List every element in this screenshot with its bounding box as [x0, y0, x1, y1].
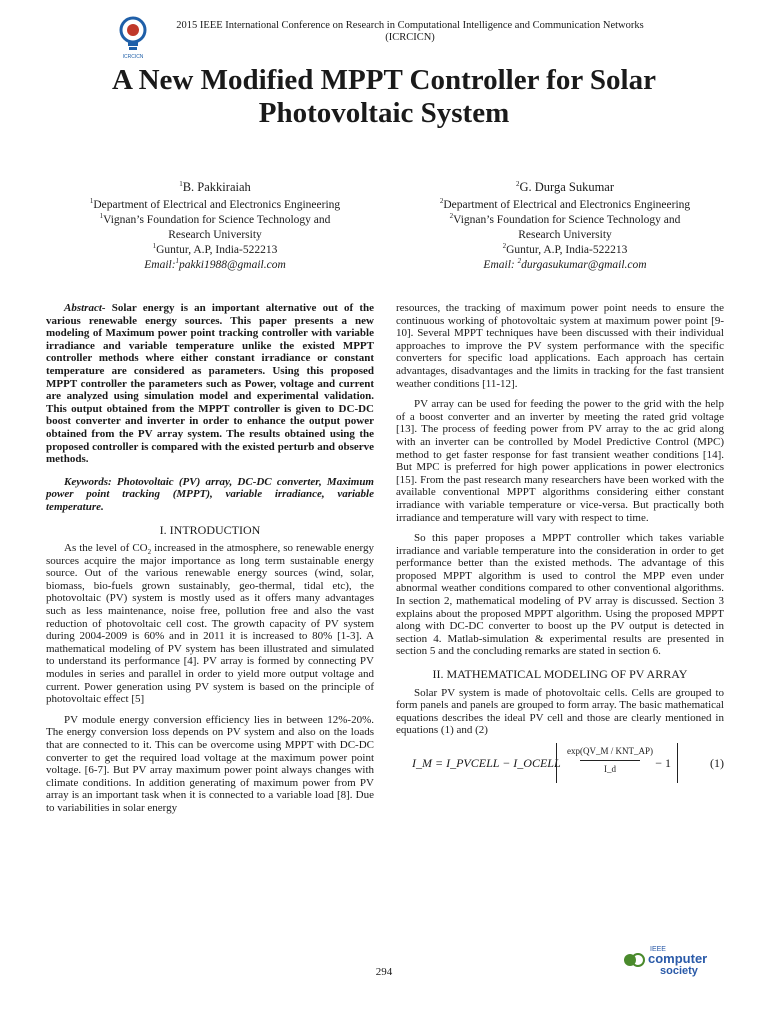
author-email: Email:$^1$pakki1988@gmail.com: [144, 257, 286, 271]
right-column: [396, 302, 724, 787]
modeling-paragraph-1: Solar PV system is made of photovoltaic cells. Cells are grouped to form panels and panels are grouped to form array. The basic mathematical equations describes the ideal PV cell and those are clearly mentioned in equations (1) and (2): [396, 686, 724, 737]
section-heading-modeling: II. MATHEMATICAL MODELING OF PV ARRAY: [432, 667, 688, 682]
intro-paragraph-1: As the level of $CO_2$ increased in the atmosphere, so renewable energy sources acquire the major importance as long term sustainable energy source. Out of the various renewable energy sources (wind, solar, biomass, bio-fuels grown sustainably, geo-thermal, tidal etc), the photovoltaic (PV) system is mostly used as it offers many advantages such as less maintenance, noise free, pollution free and also the vast reduction of photovoltaic cell cost. The growth capacity of PV system during 2004-2009 is 60% and in 2011 it is increased to 80% [1-3]. A mathematical modeling of PV system has been illustrated and simulated to understand its performance [4]. PV array is formed by connecting PV modules in series and parallel in order to yield more output voltage and current. Power generation using PV system is based on the principle of photovoltaic effect [5]: [46, 542, 374, 706]
svg-text:IEEE: IEEE: [650, 946, 666, 953]
author-city: $^2$Guntur, A.P, India-522213: [502, 242, 628, 256]
author-inst2: Research University: [518, 229, 612, 241]
keywords: Keywords: Photovoltaic (PV) array, DC-DC converter, Maximum power point tracking (MPPT), variable irradiance, variable temperature.: [46, 475, 374, 513]
author-inst2: Research University: [168, 229, 262, 241]
conference-acronym: (ICRCICN): [385, 32, 435, 43]
author-name: $^2$G. Durga Sukumar: [515, 179, 615, 194]
svg-text:ICRCICN: ICRCICN: [122, 54, 144, 60]
right-paragraph-2: PV array can be used for feeding the power to the grid with the help of a boost converter and an inverter by meeting the rated grid voltage [13]. The process of feeding power from PV array to the ac grid along with an inverter can be controlled by Model Predictive Control (MPC) method to get faster response for fast transient weather conditions [14]. But MPC is preferred for high power applications in power electronics [15]. From the past research many researchers have been worked with the available conventional MPPT algorithms considering either constant irradiance with variable temperature or vice-versa. But practically both irradiance and temperature will vary with respect to time.: [396, 398, 724, 524]
author-email: Email: $^2$durgasukumar@gmail.com: [483, 257, 647, 271]
ieee-computer-society-logo: [616, 942, 726, 978]
page-number: 294: [375, 966, 393, 978]
equation-bracket: [556, 743, 678, 783]
author-name: $^1$B. Pakkiraiah: [179, 179, 251, 194]
author-block-2: [400, 180, 730, 273]
conference-header: [160, 20, 660, 44]
right-paragraph-3: So this paper proposes a MPPT controller which takes variable irradiance and variable temperature into the consideration in order to get performance better than the existed methods. The advantage of this proposed MPPT algorithm is used to control the MPP even under abnormal weather conditions compared to other conventional algorithms. In section 2, mathematical modeling of PV array is discussed. Section 3 explains about the proposed MPPT algorithm. Using the proposed MPPT along with DC-DC converter to boost up the PV output is detected in section 4. Matlab-simulation & experimental results are presented in section 5 and the concluding remarks are stated in section 6.: [396, 532, 724, 658]
conference-logo: [116, 14, 150, 60]
right-paragraph-1: resources, the tracking of maximum power point needs to ensure the continuous working of photovoltaic system at maximum power point [9-10]. Several MPPT techniques have been discussed with their individual approaches to improve the PV system performance with the specific converters for specific load applications. Each approach has certain advantages, disadvantages and the limits in tracking for the fast transient weather conditions [11-12].: [396, 302, 724, 390]
abstract: Abstract- Solar energy is an important alternative out of the various renewable energy sources. This paper presents a new modeling of Maximum power point tracking controller with variable irradiance and variable temperature unlike the existed MPPT controller methods where either constant irradiance or constant temperature are considered as parameters. Using this proposed MPPT controller the parameters such as Power, voltage and current are analyzed using simulation model and experimental validation. This output obtained from the MPPT controller is given to DC-DC boost converter and inverter in order to enhance the output power obtained from the PV array system. The results obtained using the proposed controller is compared with the existed perturb and observe methods.: [46, 302, 374, 466]
author-dept: $^1$Department of Electrical and Electronics Engineering: [89, 197, 341, 211]
section-heading-introduction: I. INTRODUCTION: [159, 522, 261, 537]
author-dept: $^2$Department of Electrical and Electronics Engineering: [439, 197, 691, 211]
svg-text:society: society: [660, 965, 698, 977]
author-city: $^1$Guntur, A.P, India-522213: [152, 242, 278, 256]
author-inst: $^2$Vignan’s Foundation for Science Technology and: [449, 212, 681, 226]
equation-fraction: exp(QV_M / KNT_AP) I_d: [567, 746, 653, 774]
svg-text:computer: computer: [648, 951, 708, 966]
author-block-1: [50, 180, 380, 273]
left-column: [46, 302, 374, 815]
equation-number: (1): [710, 756, 724, 770]
equation-lhs: I_M = I_PVCELL − I_OCELL: [412, 756, 561, 770]
equation-tail: − 1: [655, 756, 671, 770]
intro-paragraph-2: PV module energy conversion efficiency lies in between 12%-20%. The energy conversion loss depends on PV system and also on the loads that are connected to it. This can be overcome using MPPT with DC-DC converter to get the required load voltage at the maximum power point voltage. [6-7]. But PV array maximum power point always changes with climate conditions. In addition generating of maximum power from PV array is an important task when it is connected to a variable load [8]. Due to variabilities in solar energy: [46, 713, 374, 814]
paper-title: A New Modified MPPT Controller for Solar Photovoltaic System: [112, 64, 656, 129]
conference-name: 2015 IEEE International Conference on Research in Computational Intelligence and Communication Networks: [176, 20, 644, 31]
equation-1: [396, 743, 724, 787]
author-inst: $^1$Vignan’s Foundation for Science Technology and: [99, 212, 331, 226]
